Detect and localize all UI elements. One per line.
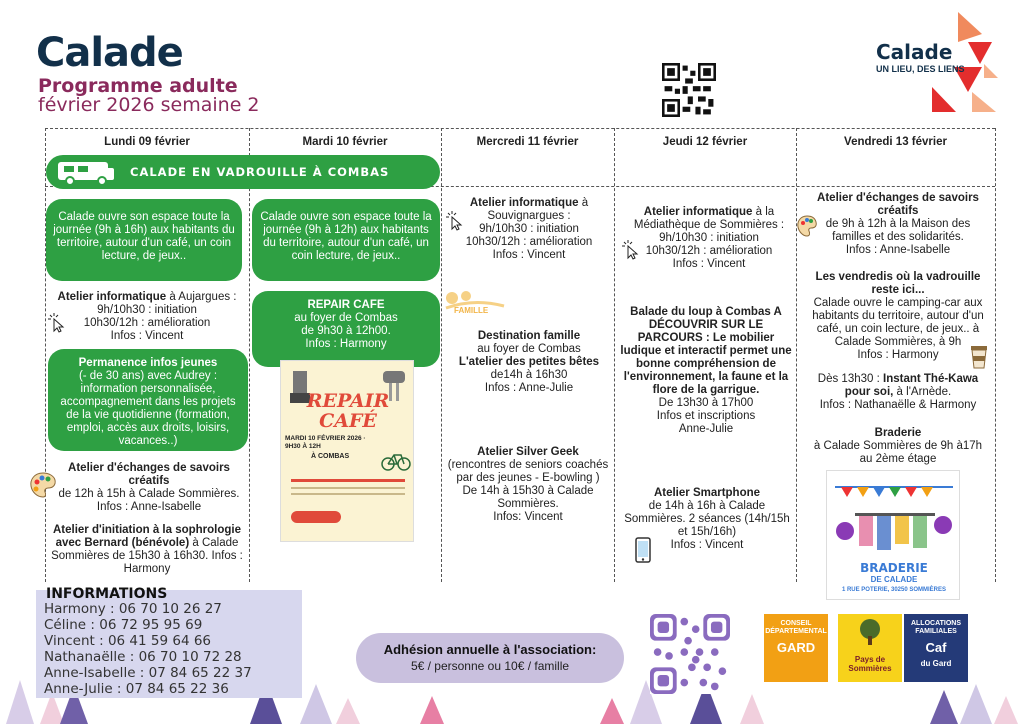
- monday-permanence-box: [48, 349, 248, 451]
- thursday-balade-loup: [618, 306, 794, 436]
- vadrouille-banner: [46, 155, 440, 189]
- cursor-click-icon: [48, 313, 66, 333]
- contact-line: Nathanaëlle : 06 70 10 72 28: [44, 649, 242, 665]
- famille-logo: [444, 290, 508, 320]
- partner-logo-gard: [764, 614, 828, 682]
- fri-brad-l2: au 2ème étage: [859, 453, 937, 465]
- wed-silver-l3: Infos: Vincent: [493, 511, 563, 523]
- contact-info-panel: [36, 586, 302, 698]
- wed-info-l3: Infos : Vincent: [492, 249, 566, 261]
- fri-the-post: à l'Arnède.: [893, 386, 952, 398]
- tuesday-rep-l1: au foyer de Combas: [294, 312, 398, 324]
- fri-vad-title: Les vendredis où la vadrouille reste ici...: [815, 271, 981, 296]
- fri-brad-l1: à Calade Sommières de 9h à17h: [813, 440, 983, 452]
- poster-braderie-addr: 1 RUE POTERIE, 30250 SOMMIÈRES: [841, 587, 947, 593]
- fri-ech-l2: Infos : Anne-Isabelle: [845, 244, 951, 256]
- monday-echanges: [56, 462, 242, 514]
- wed-dest-l4: Infos : Anne-Julie: [484, 382, 574, 394]
- contact-line: Céline : 06 72 95 95 69: [44, 617, 203, 633]
- poster-divider: [291, 487, 405, 489]
- day-header-monday: Lundi 09 février: [104, 136, 190, 148]
- thu-loup-l3: Anne-Julie: [678, 423, 734, 435]
- wed-info-l1: 9h/10h30 : initiation: [479, 223, 579, 235]
- p3-main: Caf: [925, 640, 947, 655]
- tuesday-rep-l3: Infos : Harmony: [305, 338, 387, 350]
- monday-info-loc: à Aujargues :: [166, 291, 237, 303]
- contact-line: Anne-Isabelle : 07 84 65 22 37: [44, 665, 252, 681]
- monday-info-l1: 9h/10h30 : initiation: [97, 304, 197, 316]
- day-header-wednesday: Mercredi 11 février: [476, 136, 579, 148]
- repair-cafe-poster: [280, 360, 414, 542]
- adhesion-price: 5€ / personne ou 10€ / famille: [410, 659, 570, 673]
- monday-ech-title: Atelier d'échanges de savoirs créatifs: [68, 462, 230, 487]
- cursor-click-icon: [622, 240, 640, 260]
- thu-info-loc: à la Médiathèque de Sommières :: [633, 206, 785, 231]
- thu-smart-l2: Infos : Vincent: [670, 539, 744, 551]
- fri-vad-l2: Infos : Harmony: [857, 349, 939, 361]
- wed-info-l2: 10h30/12h : amélioration: [465, 236, 593, 248]
- thu-info-title: Atelier informatique: [643, 206, 753, 218]
- day-header-tuesday: Mardi 10 février: [302, 136, 388, 148]
- p1-top: CONSEIL DÉPARTEMENTAL: [765, 620, 827, 635]
- tuesday-open-space-text: Calade ouvre son espace toute la journée (9h à 12h) aux habitants du territoire, autour d'un café, un coin lecture, de jeux..: [260, 211, 432, 262]
- calade-logo: [872, 12, 1002, 117]
- monday-sophrologie: [48, 524, 246, 576]
- wednesday-destination: [446, 330, 612, 395]
- thu-info-l3: Infos : Vincent: [672, 258, 746, 270]
- monday-open-space-text: Calade ouvre son espace toute la journée (9h à 16h) aux habitants du territoire, autour d'un café, un coin lecture, de jeux..: [53, 211, 235, 262]
- grid-col-line: [45, 128, 46, 582]
- monday-info-l3: Infos : Vincent: [110, 330, 184, 342]
- grid-col-line: [796, 128, 797, 582]
- grid-top-line: [45, 128, 995, 129]
- infos-heading: INFORMATIONS: [46, 586, 168, 602]
- monday-perm-title: Permanence infos jeunes: [78, 357, 218, 369]
- poster-divider: [291, 493, 405, 495]
- brand-title: Calade: [36, 30, 183, 76]
- thu-smart-title: Atelier Smartphone: [653, 487, 761, 499]
- wed-dest-l3: de14h à 16h30: [490, 369, 568, 381]
- contact-line: Harmony : 06 70 10 26 27: [44, 601, 222, 617]
- thu-loup-title: Balade du loup à Combas A DÉCOUVRIR SUR LE PARCOURS : Le mobilier ludique et interactif permet une bonne compréhension de l'environnement, la faune et la flore de la garrigue.: [620, 306, 792, 396]
- thu-info-l1: 9h/10h30 : initiation: [659, 232, 759, 244]
- wed-dest-title: Destination famille: [477, 330, 581, 342]
- p1-main: GARD: [776, 640, 816, 655]
- tuesday-open-space-box: [252, 199, 440, 281]
- poster-repair-title: REPAIR CAFÉ: [306, 390, 390, 432]
- poster-repair-place: À COMBAS: [311, 453, 350, 460]
- p2-main: Pays de Sommières: [848, 655, 892, 673]
- grid-col-line: [995, 128, 996, 582]
- poster-divider: [291, 479, 405, 482]
- wed-silver-title: Atelier Silver Geek: [477, 446, 579, 458]
- monday-ech-l1: de 12h à 15h à Calade Sommières.: [58, 488, 240, 500]
- p3-top: ALLOCATIONS FAMILIALES: [910, 620, 962, 635]
- monday-informatique: [48, 291, 246, 343]
- p3-bot: du Gard: [920, 659, 952, 668]
- famille-label: FAMILLE: [454, 306, 489, 315]
- poster-braderie-title: BRADERIE: [860, 561, 928, 575]
- grid-col-line: [614, 128, 615, 582]
- qr-code-icon[interactable]: [662, 63, 716, 117]
- poster-badge: [291, 511, 341, 523]
- thu-smart-text: de 14h à 16h à Calade Sommières. 2 séances (14h/15h et 15h/16h): [624, 500, 790, 538]
- tuesday-rep-title: REPAIR CAFE: [307, 299, 385, 311]
- grid-col-line: [249, 128, 250, 582]
- friday-braderie: [806, 427, 990, 466]
- adhesion-title: Adhésion annuelle à l'association:: [383, 642, 597, 657]
- grid-col-line: [441, 128, 442, 582]
- logo-name: Calade: [876, 40, 953, 64]
- monday-soph-title: Atelier d'initiation à la sophrologie avec Bernard (bénévole): [52, 524, 242, 549]
- adhesion-box: [356, 633, 624, 683]
- monday-open-space-box: [46, 199, 242, 281]
- wednesday-silver-geek: [443, 446, 613, 524]
- friday-vadrouille: [806, 271, 990, 362]
- friday-the-kawa: [806, 373, 990, 412]
- week-label: février 2026 semaine 2: [38, 94, 260, 116]
- cursor-click-icon: [446, 211, 464, 231]
- monday-soph-text: à Calade Sommières de 15h30 à 16h30. Infos : Harmony: [51, 537, 243, 575]
- wed-silver-l2: De 14h à 15h30 à Calade Sommières.: [462, 485, 594, 510]
- partner-logo-pays-sommieres: [838, 614, 902, 682]
- tuesday-repair-box: [252, 291, 440, 367]
- monday-info-l2: 10h30/12h : amélioration: [83, 317, 211, 329]
- logo-tagline: UN LIEU, DES LIENS: [876, 64, 965, 74]
- poster-repair-date: MARDI 10 FÉVRIER 2026 · 9H30 À 12H: [285, 435, 366, 450]
- wed-dest-l2: L'atelier des petites bêtes: [458, 356, 600, 368]
- fri-the-title: Instant Thé-Kawa pour soi,: [844, 373, 979, 398]
- contact-line: Anne-Julie : 07 84 65 22 36: [44, 681, 229, 697]
- fri-the-l2: Infos : Nathanaëlle & Harmony: [819, 399, 977, 411]
- monday-perm-text: (- de 30 ans) avec Audrey : information personnalisée, accompagnement dans les projets de la vie quotidienne (formation, emploi, accès aux droits, loisirs, vacances..): [60, 370, 236, 447]
- day-header-thursday: Jeudi 12 février: [662, 136, 748, 148]
- thu-loup-l1: De 13h30 à 17h00: [658, 397, 754, 409]
- palette-icon: [28, 470, 58, 500]
- fri-the-pre: Dès 13h30 :: [817, 373, 883, 385]
- bicycle-icon: [381, 451, 411, 471]
- poster-braderie-sub: DE CALADE: [870, 575, 918, 584]
- thu-info-l2: 10h30/12h : amélioration: [645, 245, 773, 257]
- friday-echanges: [806, 192, 990, 257]
- wed-info-loc: à Souvignargues :: [487, 197, 589, 222]
- tuesday-rep-l2: de 9h30 à 12h00.: [301, 325, 391, 337]
- contact-line: Vincent : 06 41 59 64 66: [44, 633, 212, 649]
- wed-dest-l1: au foyer de Combas: [477, 343, 581, 355]
- camper-van-icon: [56, 158, 118, 186]
- banner-text: CALADE EN VADROUILLE À COMBAS: [130, 165, 390, 179]
- partner-logo-caf: [904, 614, 968, 682]
- day-header-friday: Vendredi 13 février: [844, 136, 947, 148]
- wed-info-title: Atelier informatique: [469, 197, 579, 209]
- braderie-poster: [826, 470, 960, 600]
- fri-brad-title: Braderie: [874, 427, 922, 439]
- fri-ech-title: Atelier d'échanges de savoirs créatifs: [817, 192, 979, 217]
- monday-ech-l2: Infos : Anne-Isabelle: [96, 501, 202, 513]
- fri-vad-text: Calade ouvre le camping-car aux habitants du territoire, autour d'un café, un coin lecture, de jeux.. à Calade Sommières, à 9h: [812, 297, 984, 348]
- program-subtitle: Programme adulte: [38, 75, 238, 97]
- smartphone-icon: [632, 536, 654, 564]
- fri-ech-text: de 9h à 12h à la Maison des familles et des solidarités.: [825, 218, 971, 243]
- monday-info-title: Atelier informatique: [57, 291, 167, 303]
- thursday-informatique: [628, 206, 790, 271]
- coffee-cup-icon: [968, 342, 992, 372]
- clothes-rack-illustration: [835, 477, 953, 559]
- qr-code-icon[interactable]: [650, 614, 730, 694]
- tree-icon: [855, 618, 885, 646]
- wednesday-informatique: [446, 197, 612, 262]
- thu-loup-l2: Infos et inscriptions: [656, 410, 756, 422]
- wed-silver-text: (rencontres de seniors coachés par des jeunes - E-bowling ): [447, 459, 609, 484]
